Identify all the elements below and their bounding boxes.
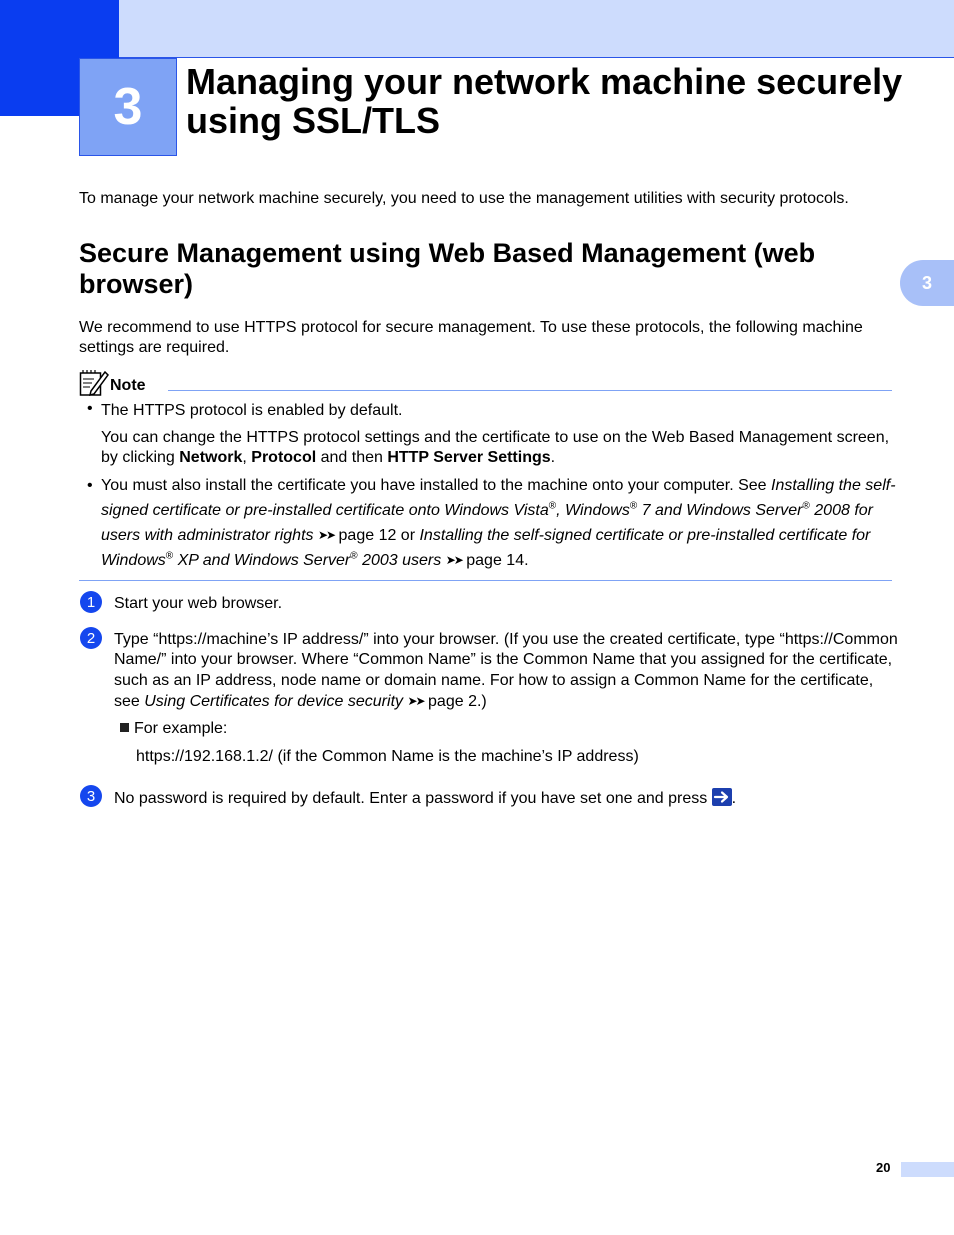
menu-http-server-settings: HTTP Server Settings bbox=[387, 449, 551, 466]
xref-xp-link[interactable]: Installing the self-signed certificate or pre-installed certificate for Windows bbox=[101, 527, 871, 569]
square-bullet-icon bbox=[120, 723, 129, 732]
double-arrow-icon: ➤➤ bbox=[317, 528, 335, 542]
step-2-number: 2 bbox=[80, 627, 102, 649]
chapter-title: Managing your network machine securely using SSL/TLS bbox=[186, 61, 903, 141]
note-bullet-2-marker: • bbox=[87, 477, 93, 494]
menu-network: Network bbox=[179, 449, 243, 466]
footer-band bbox=[901, 1162, 954, 1177]
step-1-text: Start your web browser. bbox=[114, 595, 283, 612]
page-number: 20 bbox=[876, 1160, 891, 1175]
side-tab-label: 3 bbox=[921, 272, 932, 293]
chapter-number: 3 bbox=[113, 78, 143, 136]
menu-protocol: Protocol bbox=[251, 449, 317, 466]
note-bullet-2: You must also install the certificate you have installed to the machine onto your computer. See Installing the self-signed certificate or pre-installed certificate onto Windows Vista®, Windows® 7 and Windows Server® 2008 for users with administrator rights ➤➤ page 12 or Installing the self-signed certificate or pre-installed certificate for Windows® XP and Windows Server® 2003 users ➤➤ page 14. bbox=[101, 477, 896, 569]
chapter-side-tab[interactable] bbox=[900, 260, 954, 306]
header-band bbox=[0, 0, 954, 58]
note-label: Note bbox=[110, 377, 146, 394]
step-1-number: 1 bbox=[80, 591, 102, 613]
enter-arrow-icon[interactable] bbox=[712, 788, 732, 806]
chapter-number-box bbox=[79, 58, 177, 156]
example-url: https://192.168.1.2/ (if the Common Name is the machine’s IP address) bbox=[136, 748, 639, 765]
section-heading: Secure Management using Web Based Management (web browser) bbox=[79, 238, 816, 299]
double-arrow-icon: ➤➤ bbox=[407, 693, 424, 708]
step-3-text: No password is required by default. Enter a password if you have set one and press . bbox=[114, 790, 737, 807]
note-pencil-icon bbox=[79, 369, 109, 397]
xref-vista-link[interactable]: Installing the self-signed certificate or pre-installed certificate onto Windows Vista bbox=[101, 477, 896, 519]
note-bullet-1-detail: You can change the HTTPS protocol settings and the certificate to use on the Web Based Management screen, by clicking Network, Protocol and then HTTP Server Settings. bbox=[101, 429, 890, 466]
xref-certificates-link[interactable]: Using Certificates for device security bbox=[144, 692, 404, 710]
note-divider-top bbox=[168, 390, 892, 391]
intro-paragraph: To manage your network machine securely, you need to use the management utilities with security protocols. bbox=[79, 190, 849, 207]
step-2-text: Type “https://machine’s IP address/” into your browser. (If you use the created certificate, type “https://Common Name/” into your browser. Where “Common Name” is the Common Name that you assigned for the certificate, such as an IP address, node name or domain name. For how to assign a Common Name for the certificate, see Using Certificates for device security ➤➤ page 2.) bbox=[114, 631, 898, 710]
step-3-number: 3 bbox=[80, 785, 102, 807]
double-arrow-icon: ➤➤ bbox=[445, 553, 462, 567]
note-bullet-1: The HTTPS protocol is enabled by default. bbox=[101, 402, 403, 419]
note-divider-bottom bbox=[79, 580, 892, 581]
example-label: For example: bbox=[120, 719, 820, 739]
section-lead-paragraph: We recommend to use HTTPS protocol for secure management. To use these protocols, the following machine settings are required. bbox=[79, 319, 863, 356]
note-bullet-1-marker: • bbox=[87, 400, 93, 417]
